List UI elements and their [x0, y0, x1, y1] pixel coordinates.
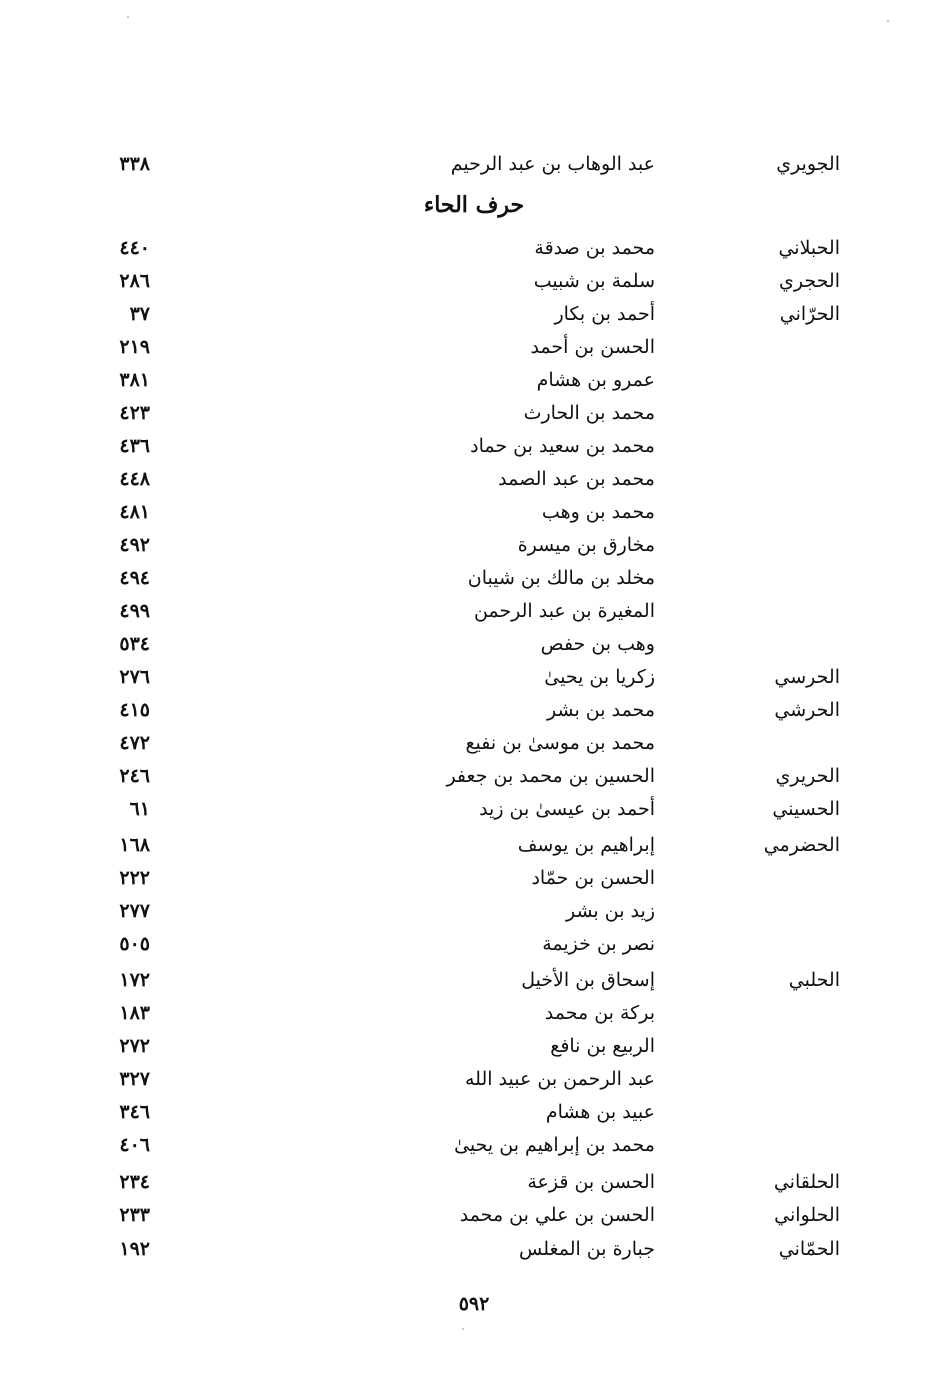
- entry-name: محمد بن عبد الصمد: [498, 468, 655, 490]
- index-entry: [0, 661, 948, 693]
- entry-name: محمد بن سعيد بن حماد: [470, 435, 655, 457]
- entry-name: سلمة بن شبيب: [533, 270, 655, 292]
- entry-nisba: الحلبي: [788, 969, 840, 991]
- entry-page-number: ٣٧: [129, 303, 150, 325]
- index-entry: [0, 331, 948, 363]
- entry-page-number: ٤٩٤: [119, 567, 150, 589]
- entry-nisba: الحرّاني: [779, 303, 840, 325]
- entry-nisba: الحسيني: [772, 798, 840, 820]
- entry-page-number: ٣٣٨: [119, 153, 150, 175]
- entry-page-number: ٤٤٨: [119, 468, 150, 490]
- entry-page-number: ٣٤٦: [119, 1101, 150, 1123]
- entry-page-number: ٢٤٦: [119, 765, 150, 787]
- index-entry: [0, 397, 948, 429]
- entry-nisba: الحبلاني: [778, 237, 840, 259]
- index-entry: [0, 862, 948, 894]
- entry-page-number: ٢٨٦: [119, 270, 150, 292]
- entry-page-number: ٢١٩: [119, 336, 150, 358]
- index-entry: [0, 463, 948, 495]
- entry-name: إسحاق بن الأخيل: [521, 969, 655, 991]
- entry-name: محمد بن إبراهيم بن يحيىٰ: [454, 1134, 655, 1156]
- entry-nisba: الحجري: [779, 270, 840, 292]
- index-entry: [0, 928, 948, 960]
- entry-name: محمد بن موسىٰ بن نفيع: [465, 732, 655, 754]
- entry-page-number: ٣٨١: [119, 369, 150, 391]
- index-entry: [0, 964, 948, 996]
- entry-name: زكريا بن يحيىٰ: [544, 666, 655, 688]
- entry-page-number: ٤٨١: [119, 501, 150, 523]
- entry-name: الحسن بن أحمد: [530, 336, 655, 358]
- entry-page-number: ١٩٢: [119, 1238, 150, 1260]
- entry-nisba: الحريري: [775, 765, 840, 787]
- index-entry: [0, 298, 948, 330]
- entry-name: مخلد بن مالك بن شيبان: [467, 567, 655, 589]
- entry-nisba: الحلقاني: [773, 1171, 840, 1193]
- entry-page-number: ٦١: [129, 798, 150, 820]
- entry-name: أحمد بن بكار: [554, 303, 655, 325]
- entry-page-number: ٢٣٣: [119, 1204, 150, 1226]
- entry-nisba: الحضرمي: [763, 834, 840, 856]
- print-speck: [887, 20, 889, 22]
- entry-name: نصر بن خزيمة: [542, 933, 655, 955]
- entry-name: محمد بن الحارث: [523, 402, 655, 424]
- entry-name: بركة بن محمد: [544, 1002, 655, 1024]
- index-entry: [0, 1199, 948, 1231]
- entry-page-number: ٤٧٢: [119, 732, 150, 754]
- entry-name: أحمد بن عيسىٰ بن زيد: [479, 798, 655, 820]
- entry-name: محمد بن وهب: [541, 501, 655, 523]
- index-entry: [0, 628, 948, 660]
- index-entry: [0, 895, 948, 927]
- entry-page-number: ٢٧٦: [119, 666, 150, 688]
- index-entry: [0, 430, 948, 462]
- entry-nisba: الحرشي: [774, 699, 840, 721]
- entry-page-number: ٤٩٢: [119, 534, 150, 556]
- entry-name: الحسين بن محمد بن جعفر: [446, 765, 655, 787]
- index-entry: [0, 562, 948, 594]
- entry-name: مخارق بن ميسرة: [517, 534, 655, 556]
- index-entry: [0, 1129, 948, 1161]
- entry-page-number: ٥٣٤: [119, 633, 150, 655]
- index-entry: [0, 727, 948, 759]
- entry-name: عبد الوهاب بن عبد الرحيم: [450, 153, 655, 175]
- entry-name: عبيد بن هشام: [545, 1101, 655, 1123]
- index-entry: [0, 529, 948, 561]
- entry-nisba: الحمّاني: [778, 1238, 840, 1260]
- entry-page-number: ٣٢٧: [119, 1068, 150, 1090]
- print-speck: [462, 1328, 464, 1330]
- section-heading: حرف الحاء: [423, 192, 525, 218]
- entry-page-number: ٤١٥: [119, 699, 150, 721]
- entry-page-number: ١٦٨: [119, 834, 150, 856]
- entry-name: زيد بن بشر: [566, 900, 655, 922]
- entry-name: جبارة بن المغلس: [519, 1238, 655, 1260]
- index-entry: [0, 1030, 948, 1062]
- index-entry: [0, 1166, 948, 1198]
- entry-name: محمد بن صدقة: [534, 237, 655, 259]
- entry-page-number: ١٧٢: [119, 969, 150, 991]
- index-entry: [0, 364, 948, 396]
- entry-name: عمرو بن هشام: [536, 369, 655, 391]
- entry-name: الحسن بن قزعة: [527, 1171, 655, 1193]
- entry-page-number: ٤٣٦: [119, 435, 150, 457]
- entry-page-number: ٥٠٥: [119, 933, 150, 955]
- entry-name: الحسن بن علي بن محمد: [459, 1204, 655, 1226]
- index-entry: [0, 1096, 948, 1128]
- page-number-footer: ٥٩٢: [458, 1293, 490, 1315]
- index-entry: [0, 829, 948, 861]
- entry-name: المغيرة بن عبد الرحمن: [473, 600, 655, 622]
- entry-page-number: ٢٧٧: [119, 900, 150, 922]
- index-entry: [0, 793, 948, 825]
- index-entry: [0, 997, 948, 1029]
- print-speck: [127, 16, 129, 18]
- index-entry: [0, 148, 948, 180]
- index-entry: [0, 694, 948, 726]
- index-entry: [0, 232, 948, 264]
- entry-name: وهب بن حفص: [540, 633, 655, 655]
- entry-page-number: ٤٠٦: [119, 1134, 150, 1156]
- index-entry: [0, 1233, 948, 1265]
- index-entry: [0, 265, 948, 297]
- entry-name: عبد الرحمن بن عبيد الله: [464, 1068, 655, 1090]
- entry-page-number: ٢٧٢: [119, 1035, 150, 1057]
- index-entry: [0, 496, 948, 528]
- index-entry: [0, 595, 948, 627]
- entry-page-number: ٤٤٠: [119, 237, 150, 259]
- entry-page-number: ٢٣٤: [119, 1171, 150, 1193]
- entry-name: محمد بن بشر: [547, 699, 655, 721]
- index-entry: [0, 1063, 948, 1095]
- entry-page-number: ١٨٣: [119, 1002, 150, 1024]
- entry-name: الربيع بن نافع: [550, 1035, 655, 1057]
- entry-name: إبراهيم بن يوسف: [517, 834, 655, 856]
- entry-page-number: ٤٢٣: [119, 402, 150, 424]
- entry-nisba: الجويري: [776, 153, 840, 175]
- entry-nisba: الحلواني: [774, 1204, 840, 1226]
- entry-name: الحسن بن حمّاد: [531, 867, 655, 889]
- entry-page-number: ٤٩٩: [119, 600, 150, 622]
- entry-nisba: الحرسي: [774, 666, 840, 688]
- entry-page-number: ٢٢٢: [119, 867, 150, 889]
- index-entry: [0, 760, 948, 792]
